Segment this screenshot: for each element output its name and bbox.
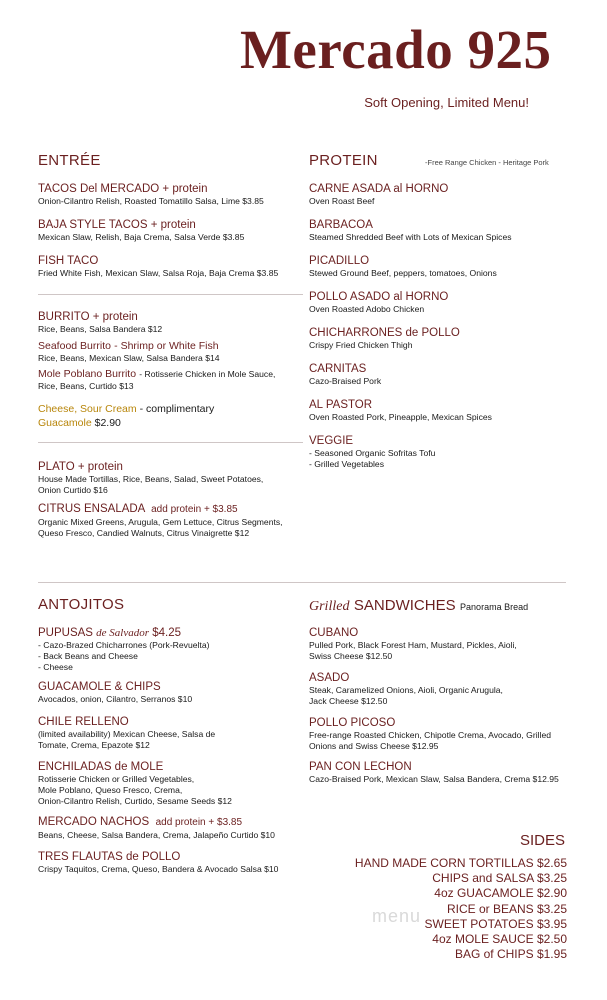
divider bbox=[38, 442, 303, 443]
item-name: PICADILLO bbox=[309, 255, 370, 267]
item-desc: - Cazo-Brazed Chicharrones (Pork-Revuelta) - Back Beans and Cheese - Cheese bbox=[38, 640, 210, 672]
item-subname: de Salvador bbox=[96, 627, 150, 639]
item-desc: Oven Roast Beef bbox=[309, 196, 375, 206]
divider bbox=[38, 294, 303, 295]
menu-item bbox=[309, 671, 574, 707]
item-price: $4.25 bbox=[152, 627, 182, 639]
item-desc: Stewed Ground Beef, peppers, tomatoes, Onions bbox=[309, 268, 497, 278]
menu-item bbox=[309, 362, 574, 387]
menu-item bbox=[38, 367, 303, 392]
menu-item bbox=[38, 760, 303, 807]
restaurant-title: Mercado 925 bbox=[240, 19, 552, 80]
side-item: CHIPS and SALSA $3.25 bbox=[432, 871, 567, 886]
menu-item bbox=[38, 850, 303, 875]
item-name: CHICHARRONES de POLLO bbox=[309, 327, 460, 339]
item-name: Mole Poblano Burrito bbox=[38, 368, 137, 380]
item-name: BAJA STYLE TACOS bbox=[38, 219, 148, 231]
item-desc: Rotisserie Chicken or Grilled Vegetables, Mole Poblano, Queso Fresco, Crema, Onion-Cilantro Relish, Curtido, Sesame Seeds $12 bbox=[38, 774, 232, 806]
item-desc: Crispy Taquitos, Crema, Queso, Bandera & Avocado Salsa $10 bbox=[38, 864, 279, 874]
item-name: BURRITO bbox=[38, 311, 90, 323]
item-addon: + protein bbox=[150, 219, 196, 231]
item-name: CARNE ASADA al HORNO bbox=[309, 183, 449, 195]
menu-item bbox=[309, 398, 574, 423]
item-name: BARBACOA bbox=[309, 219, 373, 231]
item-desc: Avocados, onion, Cilantro, Serranos $10 bbox=[38, 694, 193, 704]
item-desc: Pulled Pork, Black Forest Ham, Mustard, Pickles, Aioli, Swiss Cheese $12.50 bbox=[309, 640, 517, 661]
item-desc: Rice, Beans, Mexican Slaw, Salsa Bandera $14 bbox=[38, 353, 220, 363]
menu-item bbox=[38, 310, 303, 335]
menu-item bbox=[38, 254, 303, 279]
item-desc: Steak, Caramelized Onions, Aioli, Organic Arugula, Jack Cheese $12.50 bbox=[309, 685, 503, 706]
item-desc: Cazo-Braised Pork bbox=[309, 376, 382, 386]
antojitos-heading: ANTOJITOS bbox=[38, 596, 125, 613]
side-item: 4oz GUACAMOLE $2.90 bbox=[434, 886, 567, 901]
item-name: GUACAMOLE & CHIPS bbox=[38, 681, 161, 693]
menu-item bbox=[38, 626, 303, 673]
protein-note: -Free Range Chicken - Heritage Pork bbox=[425, 158, 549, 167]
entree-heading: ENTRÉE bbox=[38, 152, 101, 169]
item-name: PLATO bbox=[38, 461, 75, 473]
item-addon: + protein bbox=[77, 461, 123, 473]
item-desc: Oven Roasted Adobo Chicken bbox=[309, 304, 425, 314]
item-desc: Steamed Shredded Beef with Lots of Mexican Spices bbox=[309, 232, 512, 242]
item-addon: add protein + $3.85 bbox=[151, 504, 238, 515]
menu-item bbox=[38, 680, 303, 705]
menu-item bbox=[309, 254, 574, 279]
item-name: POLLO PICOSO bbox=[309, 717, 396, 729]
item-name: TACOS Del MERCADO bbox=[38, 183, 160, 195]
menu-item bbox=[38, 502, 303, 539]
item-addon: + protein bbox=[92, 311, 138, 323]
menu-item bbox=[309, 434, 574, 470]
menu-item bbox=[38, 715, 303, 751]
item-name: TRES FLAUTAS de POLLO bbox=[38, 851, 181, 863]
menu-item bbox=[38, 218, 303, 243]
item-desc: Rice, Beans, Salsa Bandera $12 bbox=[38, 324, 163, 334]
item-name: VEGGIE bbox=[309, 435, 354, 447]
protein-heading: PROTEIN bbox=[309, 152, 378, 169]
menu-item bbox=[309, 182, 574, 207]
item-desc: Fried White Fish, Mexican Slaw, Salsa Roja, Baja Crema $3.85 bbox=[38, 268, 279, 278]
item-desc: - Seasoned Organic Sofritas Tofu - Grilled Vegetables bbox=[309, 448, 436, 469]
sandwiches-bread: Panorama Bread bbox=[460, 602, 529, 612]
item-name: POLLO ASADO al HORNO bbox=[309, 291, 449, 303]
side-item: HAND MADE CORN TORTILLAS $2.65 bbox=[354, 856, 567, 870]
item-addon: + protein bbox=[162, 183, 208, 195]
sides-heading: SIDES bbox=[519, 832, 565, 849]
item-name: PUPUSAS bbox=[38, 627, 93, 639]
side-item: RICE or BEANS $3.25 bbox=[446, 901, 567, 916]
subtitle: Soft Opening, Limited Menu! bbox=[364, 95, 529, 110]
item-name: CITRUS ENSALADA bbox=[38, 503, 145, 515]
side-item: 4oz MOLE SAUCE $2.50 bbox=[432, 932, 567, 947]
item-addon: $2.90 bbox=[94, 417, 121, 429]
item-name: FISH TACO bbox=[38, 255, 99, 267]
item-desc: Organic Mixed Greens, Arugula, Gem Lettuce, Citrus Segments, Queso Fresco, Candied Walnuts, Citrus Vinaigrette $12 bbox=[38, 517, 283, 538]
item-desc: Rice, Beans, Curtido $13 bbox=[38, 381, 134, 391]
menu-item bbox=[309, 218, 574, 243]
item-desc: Cazo-Braised Pork, Mexican Slaw, Salsa Bandera, Crema $12.95 bbox=[309, 774, 559, 784]
item-name: Cheese, Sour Cream bbox=[38, 403, 137, 415]
item-name: MERCADO NACHOS bbox=[38, 816, 150, 828]
menu-item bbox=[309, 326, 574, 351]
sandwiches-title: SANDWICHES bbox=[353, 597, 456, 614]
menu-item bbox=[309, 716, 584, 752]
item-desc: Free-range Roasted Chicken, Chipotle Crema, Avocado, Grilled Onions and Swiss Cheese $12.95 bbox=[309, 730, 552, 751]
menu-item bbox=[309, 290, 574, 315]
item-name: Guacamole bbox=[38, 417, 92, 429]
side-item: BAG of CHIPS $1.95 bbox=[454, 947, 567, 962]
item-name: ASADO bbox=[309, 672, 350, 684]
item-name: CUBANO bbox=[309, 627, 359, 639]
item-addon: - Rotisserie Chicken in Mole Sauce, bbox=[139, 369, 276, 379]
item-addon: add protein + $3.85 bbox=[155, 817, 243, 828]
menu-item bbox=[38, 402, 303, 430]
item-desc: Oven Roasted Pork, Pineapple, Mexican Spices bbox=[309, 412, 492, 422]
sandwiches-heading bbox=[309, 597, 528, 615]
item-desc: House Made Tortillas, Rice, Beans, Salad, Sweet Potatoes, Onion Curtido $16 bbox=[38, 474, 264, 495]
item-name: CARNITAS bbox=[309, 363, 367, 375]
item-addon: - complimentary bbox=[139, 403, 215, 415]
watermark: menu bbox=[372, 906, 422, 926]
item-desc: Mexican Slaw, Relish, Baja Crema, Salsa Verde $3.85 bbox=[38, 232, 245, 242]
menu-item bbox=[38, 460, 303, 496]
divider bbox=[38, 582, 566, 583]
menu-item bbox=[38, 815, 303, 841]
item-desc: Beans, Cheese, Salsa Bandera, Crema, Jalapeño Curtido $10 bbox=[38, 830, 275, 840]
item-name: ENCHILADAS de MOLE bbox=[38, 761, 164, 773]
item-desc: Crispy Fried Chicken Thigh bbox=[309, 340, 413, 350]
menu-item bbox=[38, 339, 303, 364]
menu-item bbox=[309, 626, 574, 662]
item-name: Seafood Burrito bbox=[38, 340, 111, 352]
item-desc: (limited availability) Mexican Cheese, Salsa de Tomate, Crema, Epazote $12 bbox=[38, 729, 216, 750]
menu-item bbox=[309, 760, 584, 785]
side-item: SWEET POTATOES $3.95 bbox=[424, 916, 567, 931]
item-name: CHILE RELLENO bbox=[38, 716, 129, 728]
item-name: PAN CON LECHON bbox=[309, 761, 412, 773]
item-addon: - Shrimp or White Fish bbox=[114, 340, 219, 352]
sandwiches-prefix: Grilled bbox=[309, 599, 350, 614]
item-name: AL PASTOR bbox=[309, 399, 373, 411]
item-desc: Onion-Cilantro Relish, Roasted Tomatillo Salsa, Lime $3.85 bbox=[38, 196, 264, 206]
menu-item bbox=[38, 182, 303, 207]
